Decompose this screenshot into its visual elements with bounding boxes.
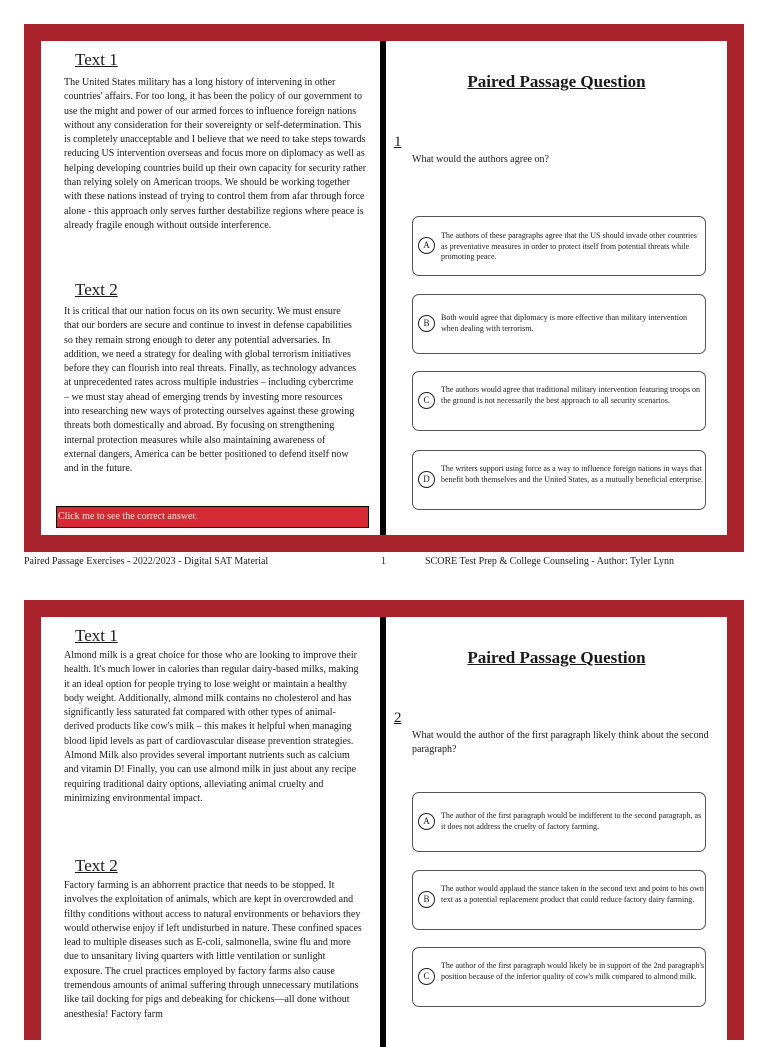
text2-heading: Text 2 [75, 280, 118, 299]
option-text-a: The author of the first paragraph would be indifferent to the second paragraph, as it does not address the cruelty of factory farming. [441, 811, 702, 831]
footer-right: SCORE Test Prep & College Counseling - Author: Tyler Lynn [425, 556, 675, 567]
question-panel [386, 41, 727, 535]
question-number: 1 [394, 134, 402, 150]
answer-option-a[interactable] [412, 792, 706, 852]
option-text-a: The authors of these paragraphs agree that the US should invade other countries as preventative measures in order to protect itself from potential threats while promoting peace. [441, 231, 697, 261]
text1-passage: The United States military has a long history of intervening in other countries' affairs. For too long, it has been the policy of our government to use the might and power of our armed forces to influence foreign nations without any consideration for their sovereignty or self-determination. This is completely unacceptable and I believe that we need to take steps towards reducing US intervention overseas and focus more on diplomacy as well as helping developing countries build up their own capacity for security rather than relying solely on American troops. We should be working together with these nations instead of trying to control them from afar through force alone - this approach only serves further destabilize regions where peace is already fragile enough without outside interference. [64, 77, 367, 231]
option-text-b: Both would agree that diplomacy is more effective than military intervention when dealing with terrorism. [441, 313, 688, 333]
question-text: What would the author of the first paragraph likely think about the second paragraph? [412, 730, 709, 755]
option-text-c: The authors would agree that traditional military intervention featuring troops on the ground is not necessarily the best approach to all security scenarios. [441, 385, 701, 405]
text2-passage: It is critical that our nation focus on its own security. We must ensure that our borders are secure and continue to invest in defense capabilities so they remain strong enough to deter any potential adversaries. In addition, we need a strategy for dealing with global terrorism initiatives before they can flourish into real threats. Finally, as technology advances at unprecedented rates across multiple industries – including cybercrime – we must stay ahead of emerging trends by investing more resources into researching new ways of protecting ourselves against these growing threats both domestically and abroad. By focusing on strengthening internal protection measures while also maintaining awareness of external dangers, America can be better positioned to defend itself now and in the future. [64, 306, 357, 475]
question-title: Paired Passage Question [467, 72, 646, 91]
text2-heading: Text 2 [75, 856, 118, 875]
text2-passage: Factory farming is an abhorrent practice that needs to be stopped. It involves the exploitation of animals, which are kept in overcrowded and filthy conditions without access to natural environments or behaviors they would otherwise enjoy if left undisturbed in nature. These confined spaces lead to multiple diseases such as E-coli, salmonella, swine flu and more due to unsanitary living quarters with little ventilation or sunlight exposure. The cruel practices employed by factory farms also cause tremendous amounts of animal suffering through unnecessary mutilations like tail docking for pigs and debeaking for chickens—all done without anesthesia! Factory farm [64, 880, 362, 1020]
option-letter-a: A [418, 237, 435, 254]
option-letter-b: B [418, 315, 435, 332]
text1-passage: Almond milk is a great choice for those who are looking to improve their health. It's much lower in calories than regular dairy-based milks, making it an ideal option for people trying to lose weight or maintain a healthy body weight. Additionally, almond milk contains no cholesterol and has significantly less saturated fat compared with other types of animal-derived products like cow's milk – this makes it helpful when managing blood lipid levels as part of cardiovascular disease prevention strategies. Almond Milk also provides several important nutrients such as calcium and vitamin D! Finally, you can use almond milk in just about any recipe requiring traditional dairy options, alleviating animal cruelty and minimizing environmental impact. [64, 650, 359, 804]
option-text-d: The writers support using force as a way to influence foreign nations in ways that benefit both themselves and the United States, as a mutually beneficial enterprise. [441, 464, 703, 484]
option-letter-a: A [418, 813, 435, 830]
question-panel [386, 617, 727, 1047]
worksheet-page-2 [24, 600, 744, 1040]
answer-option-d[interactable] [412, 450, 706, 510]
question-title: Paired Passage Question [467, 648, 646, 667]
option-text-b: The author would applaud the stance taken in the second text and point to his own text as a potential replacement product that could reduce factory dairy farming. [441, 884, 704, 904]
answer-option-c[interactable] [412, 371, 706, 431]
answer-option-b[interactable] [412, 870, 706, 930]
option-letter-d: D [418, 471, 435, 488]
option-letter-c: C [418, 392, 435, 409]
passages-panel [41, 617, 380, 1047]
answer-option-c[interactable] [412, 947, 706, 1007]
footer-page-number: 1 [381, 556, 386, 567]
show-answer-button[interactable]: Click me to see the correct answer. [56, 506, 369, 528]
question-number: 2 [394, 710, 402, 726]
text1-heading: Text 1 [75, 626, 118, 645]
option-letter-b: B [418, 891, 435, 908]
answer-option-b[interactable] [412, 294, 706, 354]
question-text: What would the authors agree on? [412, 154, 549, 165]
passages-panel [41, 41, 380, 535]
text1-heading: Text 1 [75, 50, 118, 69]
option-text-c: The author of the first paragraph would likely be in support of the 2nd paragraph's position because of the inferior quality of cow's milk compared to almond milk. [441, 961, 705, 981]
option-letter-c: C [418, 968, 435, 985]
footer-left: Paired Passage Exercises - 2022/2023 - Digital SAT Material [24, 556, 269, 567]
worksheet-page-1 [24, 24, 744, 552]
answer-option-a[interactable] [412, 216, 706, 276]
